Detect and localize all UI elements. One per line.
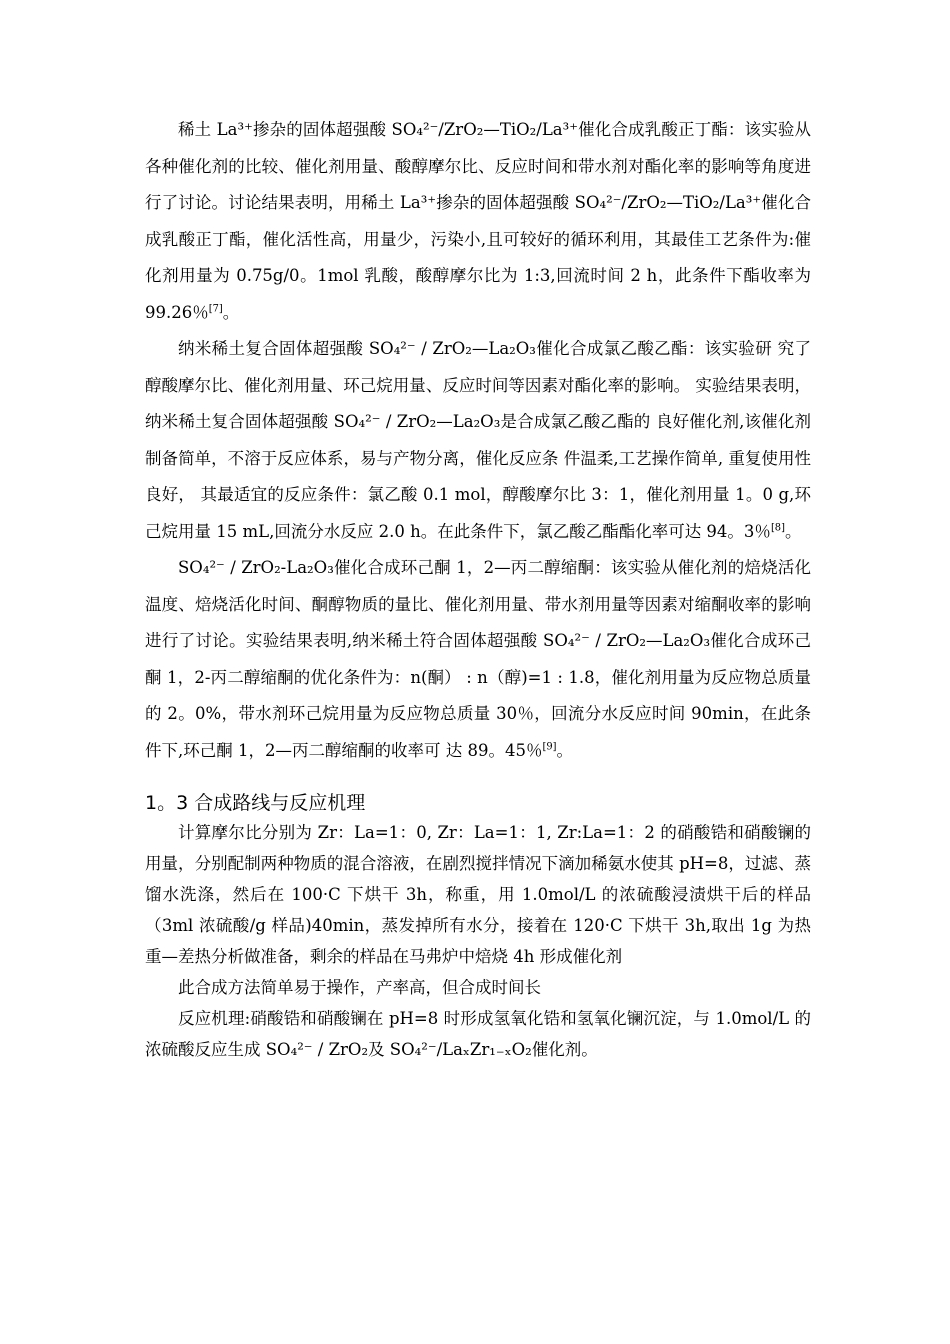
- paragraph-text: 纳米稀土复合固体超强酸 SO₄²⁻ / ZrO₂—La₂O₃催化合成氯乙酸乙酯：该实验研 究了醇酸摩尔比、催化剂用量、环己烷用量、反应时间等因素对酯化率的影响。 实验结果表明，纳米稀土复合固体超强酸 SO₄²⁻ / ZrO₂—La₂O₃是合成氯乙酸乙酯的 良好催化剂,该催化剂制备简单，不溶于反应体系，易与产物分离，催化反应条 件温柔,工艺操作简单, 重复使用性良好， 其最适宜的反应条件：氯乙酸 0.1 mol，醇酸摩尔比 3：1，催化剂用量 1。0 g,环己烷用量 15 mL,回流分水反应 2.0 h。在此条件下，氯乙酸乙酯酯化率可达 94。3％: [145, 339, 811, 541]
- paragraph-ketal-catalysis: [145, 550, 811, 769]
- paragraph-end: 。: [784, 521, 802, 541]
- paragraph-lactate-catalysis: [145, 112, 811, 331]
- section-heading: 1。3 合成路线与反应机理: [145, 792, 366, 814]
- paragraph-chloroacetate-catalysis: [145, 331, 811, 550]
- citation: [7]: [208, 303, 223, 314]
- paragraph-synthesis-procedure: 计算摩尔比分别为 Zr：La=1：0, Zr：La=1：1, Zr:La=1：2 的硝酸锆和硝酸镧的用量，分别配制两种物质的混合溶液，在剧烈搅拌情况下滴加稀氨水使其 pH=8，过滤、蒸馏水洗涤，然后在 100·C 下烘干 3h，称重，用 1.0mol/L 的浓硫酸浸渍烘干后的样品（3ml 浓硫酸/g 样品)40min，蒸发掉所有水分，接着在 120·C 下烘干 3h,取出 1g 为热重—差热分析做准备，剩余的样品在马弗炉中焙烧 4h 形成催化剂: [145, 823, 811, 966]
- paragraph-reaction-mechanism: 反应机理:硝酸锆和硝酸镧在 pH=8 时形成氢氧化锆和氢氧化镧沉淀，与 1.0mol/L 的浓硫酸反应生成 SO₄²⁻ / ZrO₂及 SO₄²⁻/LaₓZr₁₋ₓO₂催化剂。: [145, 1009, 811, 1059]
- document-page: [145, 112, 811, 1065]
- paragraph-end: 。: [222, 302, 240, 322]
- citation: [8]: [770, 522, 785, 533]
- paragraph-method-evaluation: 此合成方法简单易于操作，产率高，但合成时间长: [178, 978, 541, 997]
- paragraph-text: 稀土 La³⁺掺杂的固体超强酸 SO₄²⁻/ZrO₂—TiO₂/La³⁺催化合成乳酸正丁酯：该实验从各种催化剂的比较、催化剂用量、酸醇摩尔比、反应时间和带水剂对酯化率的影响等角度进行了讨论。讨论结果表明，用稀土 La³⁺掺杂的固体超强酸 SO₄²⁻/ZrO₂—TiO₂/La³⁺催化合成乳酸正丁酯，催化活性高，用量少，污染小,且可较好的循环利用，其最佳工艺条件为:催化剂用量为 0.75g/0。1mol 乳酸，酸醇摩尔比为 1:3,回流时间 2 h，此条件下酯收率为 99.26％: [145, 120, 811, 322]
- paragraph-end: 。: [556, 740, 573, 760]
- paragraph-text: SO₄²⁻ / ZrO₂-La₂O₃催化合成环己酮 1，2—丙二醇缩酮：该实验从催化剂的焙烧活化温度、焙烧活化时间、酮醇物质的量比、催化剂用量、带水剂用量等因素对缩酮收率的影响进行了讨论。实验结果表明,纳米稀土符合固体超强酸 SO₄²⁻ / ZrO₂—La₂O₃催化合成环己酮 1，2-丙二醇缩酮的优化条件为：n(酮） : n（醇)=1 : 1.8，催化剂用量为反应物总质量的 2。0%，带水剂环己烷用量为反应物总质量 30％，回流分水反应时间 90min，在此条件下,环己酮 1，2—丙二醇缩酮的收率可 达 89。45％: [145, 558, 811, 760]
- citation: [9]: [542, 741, 557, 752]
